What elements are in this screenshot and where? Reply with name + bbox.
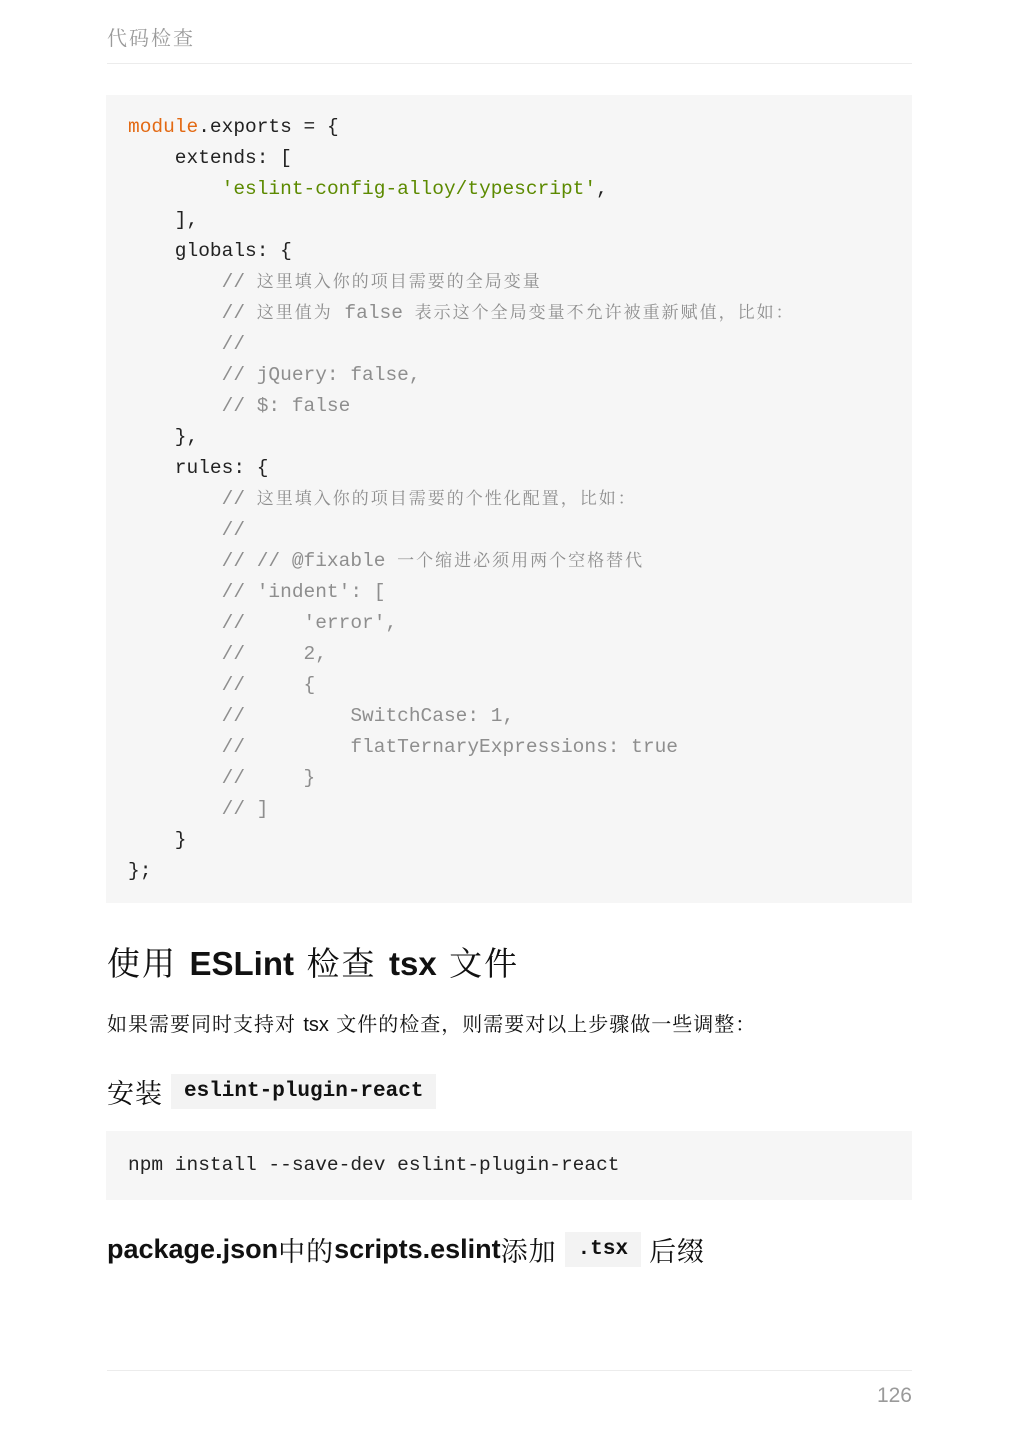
code-comment-line: // 'error', <box>128 612 398 634</box>
para-text: 文件的检查，则需要对以上步骤做一些调整： <box>328 1012 757 1036</box>
code-comment-line: // jQuery: false, <box>128 364 421 386</box>
code-string: 'eslint-config-alloy/typescript' <box>221 178 597 200</box>
code-line: ], <box>128 209 199 231</box>
code-line: } <box>128 829 187 851</box>
heading-text: 中的 <box>278 1237 335 1268</box>
heading-text: 使用 <box>107 944 190 983</box>
code-comment-line <box>128 298 795 329</box>
comment-prefix: // <box>128 488 257 510</box>
heading-text: 后缀 <box>649 1237 706 1268</box>
running-header: 代码检查 <box>107 26 195 50</box>
code-line: npm install --save-dev eslint-plugin-react <box>128 1154 620 1176</box>
install-heading <box>107 1072 444 1111</box>
code-comment-line: // } <box>128 767 316 789</box>
eslint-config-code-block <box>106 95 912 903</box>
heading-text: 检查 <box>294 944 389 983</box>
code-indent <box>128 178 222 200</box>
code-line: extends: [ <box>128 147 292 169</box>
code-comment-line <box>128 484 637 515</box>
code-comment-line: // 'indent': [ <box>128 581 386 603</box>
code-comment-line <box>128 546 644 577</box>
code-line: }, <box>128 426 199 448</box>
para-text: 如果需要同时支持对 <box>107 1012 304 1036</box>
comment-prefix: // <box>128 302 257 324</box>
code-comment-line: // SwitchCase: 1, <box>128 705 515 727</box>
heading-text: 添加 <box>500 1237 557 1268</box>
code-comment-line: // flatTernaryExpressions: true <box>128 736 678 758</box>
heading-term: ESLint <box>189 945 294 982</box>
code-comment-line: // ] <box>128 798 269 820</box>
code-comment-line: // { <box>128 674 316 696</box>
comment-prefix: // <box>128 271 257 293</box>
code-line: globals: { <box>128 240 292 262</box>
code-comment-line: // <box>128 333 246 355</box>
comment-text: 这里填入你的项目需要的全局变量 <box>256 272 542 292</box>
code-text: .exports = { <box>198 116 339 138</box>
heading-term: scripts.eslint <box>334 1234 501 1264</box>
code-comment-line: // 2, <box>128 643 327 665</box>
code-line <box>128 174 608 205</box>
code-comment-line <box>128 267 542 298</box>
page-number: 126 <box>876 1384 912 1407</box>
comment-prefix: // // @fixable <box>128 550 398 572</box>
inline-code-extension: .tsx <box>565 1232 641 1267</box>
install-heading-text: 安装 <box>107 1079 163 1110</box>
comment-text: 这里值为 <box>256 303 333 323</box>
code-comment-line: // <box>128 519 246 541</box>
heading-term: package.json <box>107 1234 279 1264</box>
header-divider <box>107 63 912 64</box>
code-text: , <box>596 178 608 200</box>
comment-text: 一个缩进必须用两个空格替代 <box>397 551 645 571</box>
code-comment-line: // $: false <box>128 395 351 417</box>
body-paragraph <box>107 1008 756 1037</box>
heading-text: 文件 <box>436 944 520 983</box>
comment-text: 表示这个全局变量不允许被重新赋值，比如： <box>414 303 795 323</box>
heading-term: tsx <box>388 945 437 982</box>
code-line: rules: { <box>128 457 269 479</box>
code-line: }; <box>128 860 152 882</box>
footer-divider <box>107 1370 912 1371</box>
npm-install-code-block <box>106 1131 912 1200</box>
section-heading <box>107 938 519 985</box>
code-keyword: module <box>128 116 199 138</box>
inline-code-package: eslint-plugin-react <box>171 1074 436 1109</box>
comment-text: 这里填入你的项目需要的个性化配置，比如： <box>256 489 637 509</box>
comment-code: false <box>332 302 415 324</box>
scripts-heading <box>107 1230 705 1269</box>
para-term: tsx <box>303 1014 329 1036</box>
code-line <box>128 112 339 143</box>
